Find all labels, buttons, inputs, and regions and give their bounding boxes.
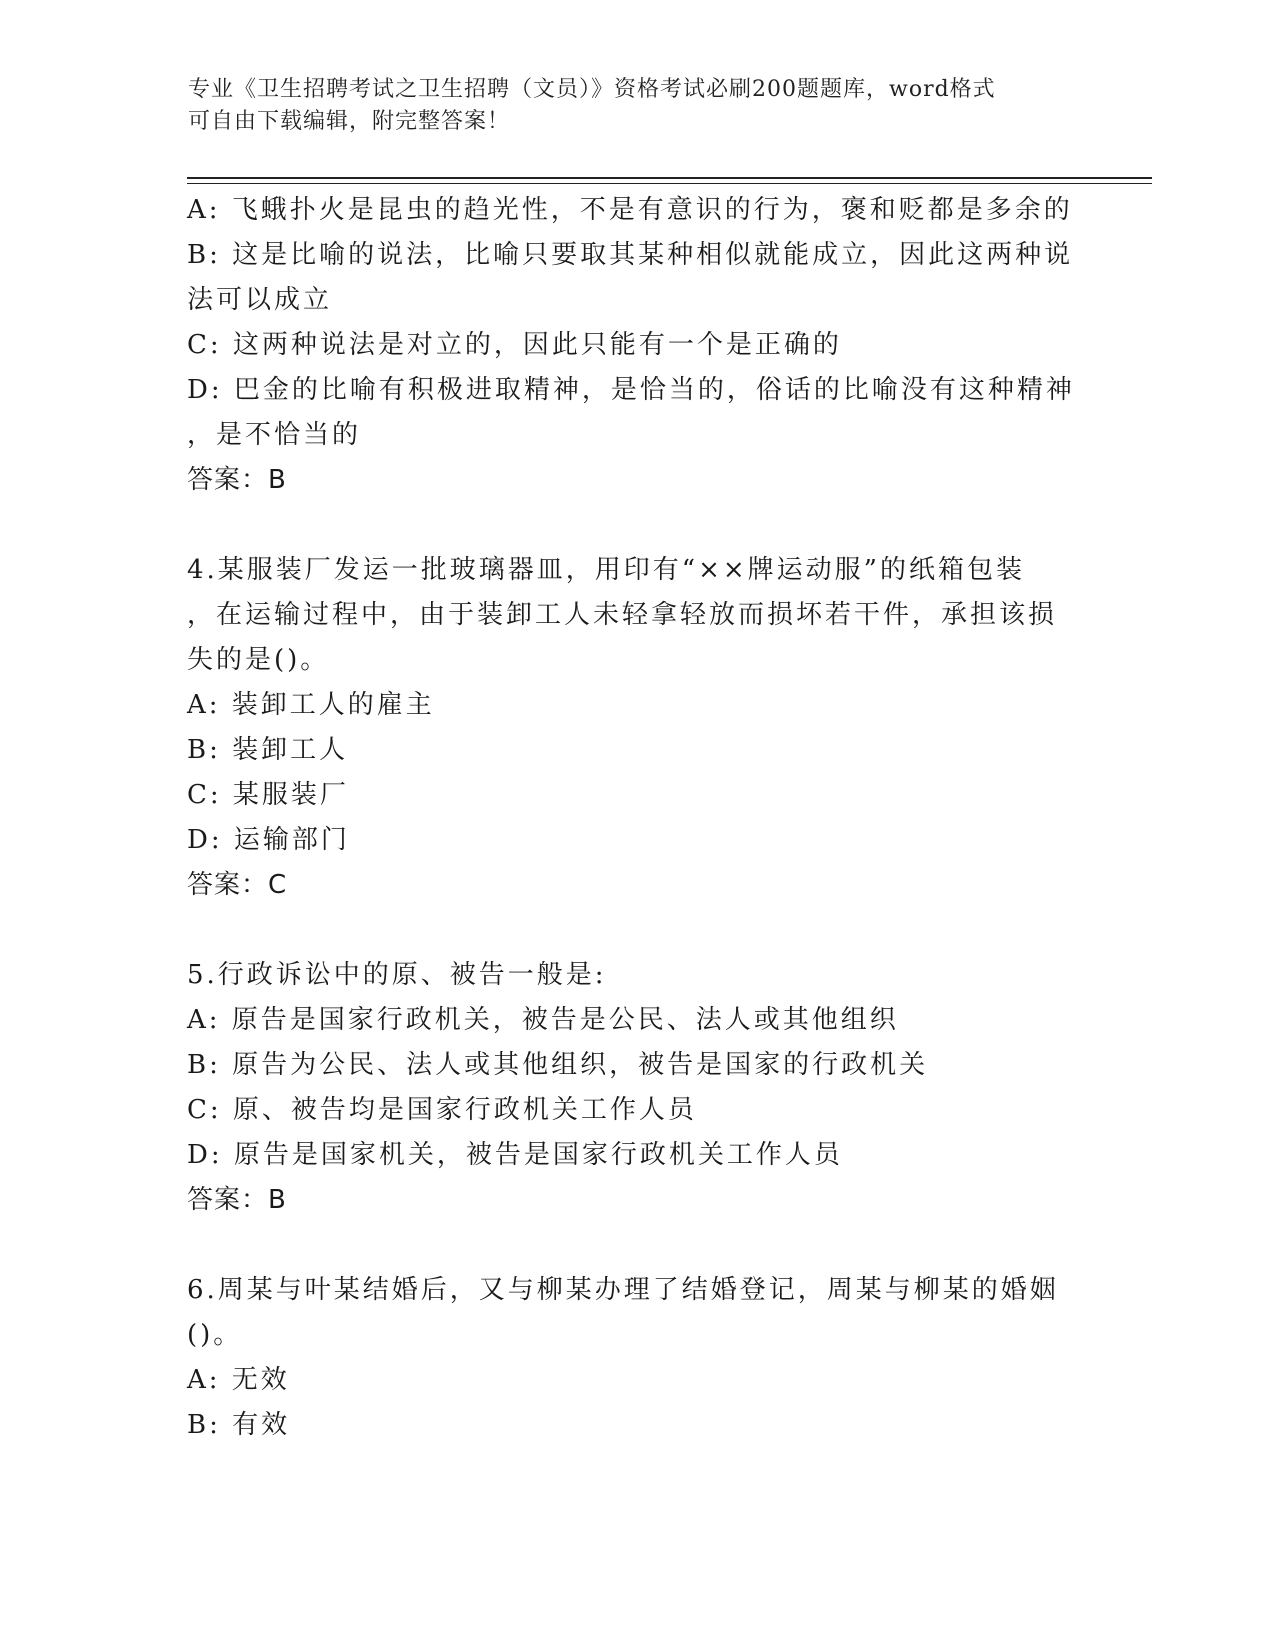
document-header [188, 74, 1088, 138]
option-b-continued: 法可以成立 [187, 285, 333, 315]
option-c: C: 某服装厂 [187, 780, 349, 810]
option-b: B: 有效 [187, 1410, 291, 1440]
header-title-line2: 可自由下载编辑，附完整答案！ [188, 109, 511, 134]
header-rule-thin [187, 183, 1152, 184]
question-3-tail [187, 188, 1087, 503]
spacer [187, 503, 1087, 548]
question-stem-continued: ()。 [187, 1320, 243, 1350]
option-c: C: 原、被告均是国家行政机关工作人员 [187, 1095, 697, 1125]
question-5 [187, 953, 1087, 1223]
option-b: B: 这是比喻的说法，比喻只要取其某种相似就能成立，因此这两种说 [187, 240, 1074, 270]
option-a: A: 原告是国家行政机关，被告是公民、法人或其他组织 [187, 1005, 899, 1035]
header-title-line1: 专业《卫生招聘考试之卫生招聘（文员）》资格考试必刷200题题库，word格式 [188, 77, 996, 102]
question-stem-continued: 失的是()。 [187, 645, 330, 675]
answer: 答案：C [187, 870, 288, 900]
header-rule-thick [187, 177, 1152, 179]
question-stem: 4.某服装厂发运一批玻璃器皿，用印有“××牌运动服”的纸箱包装 [187, 555, 1025, 585]
option-a: A: 装卸工人的雇主 [187, 690, 435, 720]
option-d: D: 原告是国家机关，被告是国家行政机关工作人员 [187, 1140, 843, 1170]
answer: 答案：B [187, 465, 287, 495]
option-a: A: 无效 [187, 1365, 290, 1395]
spacer [187, 908, 1087, 953]
option-d: D: 运输部门 [187, 825, 350, 855]
answer: 答案：B [187, 1185, 287, 1215]
option-b: B: 装卸工人 [187, 735, 349, 765]
question-list [187, 188, 1087, 1448]
question-stem-continued: ，在运输过程中，由于装卸工人未轻拿轻放而损坏若干件，承担该损 [187, 600, 1058, 630]
question-stem: 5.行政诉讼中的原、被告一般是: [187, 960, 607, 990]
option-b: B: 原告为公民、法人或其他组织，被告是国家的行政机关 [187, 1050, 929, 1080]
option-d: D: 巴金的比喻有积极进取精神，是恰当的，俗话的比喻没有这种精神 [187, 375, 1075, 405]
option-a: A: 飞蛾扑火是昆虫的趋光性，不是有意识的行为，褒和贬都是多余的 [187, 195, 1073, 225]
question-4 [187, 548, 1087, 908]
question-6 [187, 1268, 1087, 1448]
option-c: C: 这两种说法是对立的，因此只能有一个是正确的 [187, 330, 842, 360]
option-d-continued: ，是不恰当的 [187, 420, 362, 450]
question-stem: 6.周某与叶某结婚后，又与柳某办理了结婚登记，周某与柳某的婚姻 [187, 1275, 1059, 1305]
spacer [187, 1223, 1087, 1268]
